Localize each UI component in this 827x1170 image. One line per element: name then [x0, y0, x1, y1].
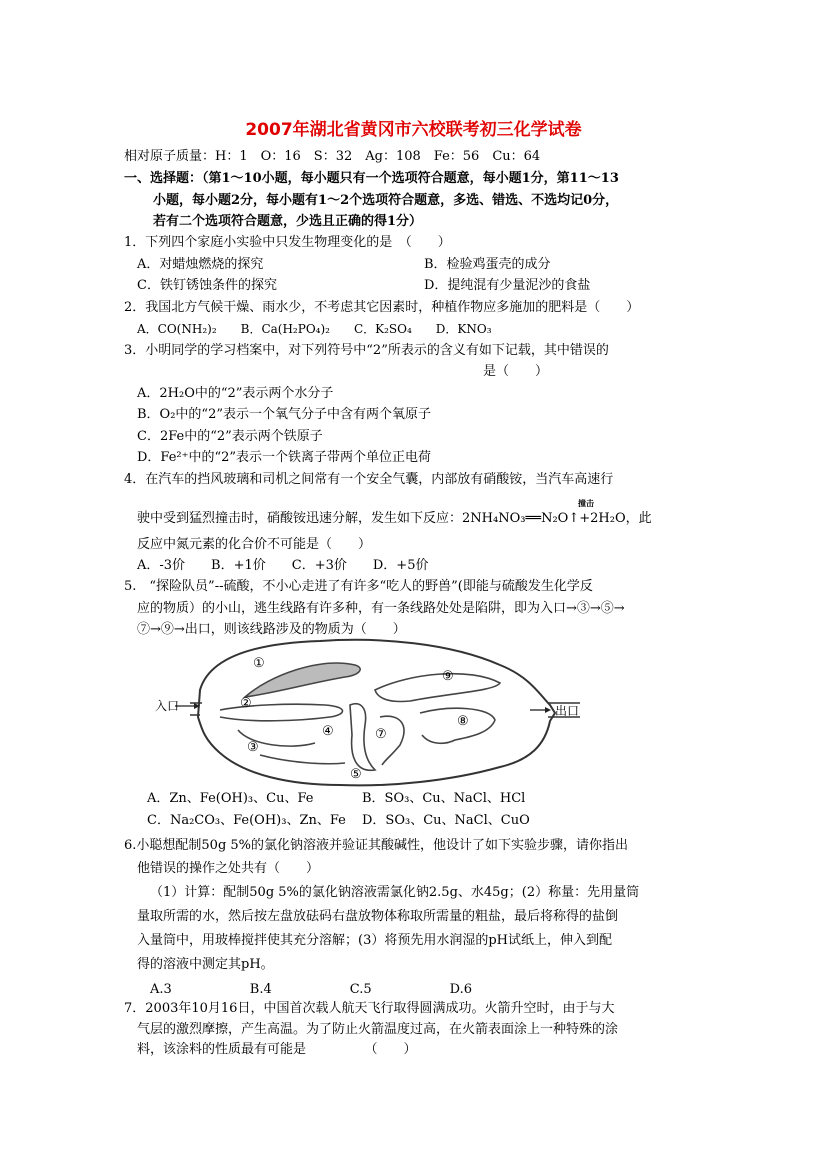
question-4-equation: 驶中受到猛烈撞击时，硝酸铵迅速分解，发生如下反应：2NH₄NO₃══N₂O↑+2H₂O，此: [137, 511, 652, 526]
question-3-stem: 3．小明同学的学习档案中，对下列符号中“2”所表示的含义有如下记载，其中错误的: [124, 343, 609, 358]
question-5-stem: 5. “探险队员”--硫酸，不小心走进了有许多“吃人的野兽”(即能与硫酸发生化学反: [124, 579, 593, 594]
q3-option-a: A．2H₂O中的“2”表示两个水分子: [137, 386, 334, 401]
question-7-stem: 7．2003年10月16日，中国首次载人航天飞行取得圆满成功。火箭升空时，由于与大: [124, 1001, 615, 1016]
maze-entrance-label: 入口: [155, 699, 180, 713]
question-5-line2: 应的物质）的小山，逃生线路有许多种，有一条线路处处是陷阱，即为入口→③→⑤→: [137, 601, 625, 616]
question-7-line2: 气层的激烈摩擦，产生高温。为了防止火箭温度过高，在火箭表面涂上一种特殊的涂: [137, 1022, 619, 1037]
q3-option-b: B．O₂中的“2”表示一个氧气分子中含有两个氧原子: [137, 407, 431, 422]
q5-option-d: D．SO₃、Cu、NaCl、CuO: [362, 813, 530, 828]
maze-outline: [198, 640, 555, 786]
maze-node-4: ④: [322, 724, 334, 739]
maze-node-2: ②: [240, 696, 252, 711]
question-6-para2: 量取所需的水，然后按左盘放砝码右盘放物体称取所需量的粗盐，最后将称得的盐倒: [137, 909, 619, 924]
question-6-stem: 6.小聪想配制50g 5%的氯化钠溶液并验证其酸碱性，他设计了如下实验步骤，请你指出: [124, 838, 629, 853]
q5-option-c: C．Na₂CO₃、Fe(OH)₃、Zn、Fe: [147, 813, 346, 828]
question-4-prompt: 反应中氮元素的化合价不可能是（ ）: [137, 537, 372, 552]
maze-node-1: ①: [253, 656, 265, 671]
atomic-mass-line: 相对原子质量：H：1 O：16 S：32 Ag：108 Fe：56 Cu：64: [124, 149, 541, 164]
q3-option-d: D．Fe²⁺中的“2”表示一个铁离子带两个单位正电荷: [137, 450, 432, 465]
question-5-line3: ⑦→⑨→出口，则该线路涉及的物质为（ ）: [137, 622, 406, 637]
page-title: 2007年湖北省黄冈市六校联考初三化学试卷: [245, 120, 582, 140]
question-4-stem: 4．在汽车的挡风玻璃和司机之间常有一个安全气囊，内部放有硝酸铵，当汽车高速行: [124, 472, 614, 487]
q1-option-c: C．铁钉锈蚀条件的探究: [137, 278, 277, 293]
q5-option-b: B．SO₃、Cu、NaCl、HCl: [362, 791, 526, 806]
maze-node-5: ⑤: [350, 767, 362, 782]
maze-node-9: ⑨: [442, 669, 454, 684]
q5-option-a: A．Zn、Fe(OH)₃、Cu、Fe: [147, 791, 314, 806]
maze-node-3: ③: [247, 740, 259, 755]
question-3-stem-end: 是（ ）: [483, 364, 549, 379]
maze-node-7: ⑦: [375, 727, 387, 742]
question-2-stem: 2．我国北方气候干燥、雨水少，不考虑其它因素时，种植作物应多施加的肥料是（ ）: [124, 300, 640, 315]
q1-option-b: B．检验鸡蛋壳的成分: [424, 257, 551, 272]
q1-option-d: D．提纯混有少量泥沙的食盐: [424, 278, 591, 293]
question-6-line2: 他错误的操作之处共有（ ）: [137, 861, 320, 876]
reaction-condition: 撞击: [578, 498, 594, 508]
question-6-para4: 得的溶液中测定其pH。: [137, 957, 274, 972]
q6-options: A.3 B.4 C.5 D.6: [150, 982, 472, 997]
maze-diagram: [150, 635, 620, 795]
question-6-para3: 入量筒中，用玻棒搅拌使其充分溶解；(3）将预先用水润湿的pH试纸上，伸入到配: [137, 933, 613, 948]
maze-exit-label: 出口: [555, 704, 580, 718]
q3-option-c: C．2Fe中的“2”表示两个铁原子: [137, 429, 323, 444]
section-rules: 小题，每小题2分，每小题有1～2个选项符合题意，多选、错选、不选均记0分，: [153, 193, 619, 208]
question-6-para1: （1）计算：配制50g 5%的氯化钠溶液需氯化钠2.5g、水45g；(2）称量：先用量筒: [150, 885, 640, 900]
question-7-line3: 料，该涂料的性质最有可能是 （ ）: [137, 1042, 417, 1057]
section-heading: 一、选择题：（第1～10小题，每小题只有一个选项符合题意，每小题1分，第11～13: [124, 171, 619, 186]
section-rules: 若有二个选项符合题意，少选且正确的得1分）: [153, 214, 423, 229]
q1-option-a: A．对蜡烛燃烧的探究: [137, 257, 264, 272]
q4-options: A．-3价 B．+1价 C．+3价 D．+5价: [137, 558, 429, 573]
q2-options: A．CO(NH₂)₂ B．Ca(H₂PO₄)₂ C．K₂SO₄ D．KNO₃: [137, 322, 492, 336]
maze-node-8: ⑧: [457, 714, 469, 729]
question-1-stem: 1．下列四个家庭小实验中只发生物理变化的是 （ ）: [124, 235, 451, 250]
